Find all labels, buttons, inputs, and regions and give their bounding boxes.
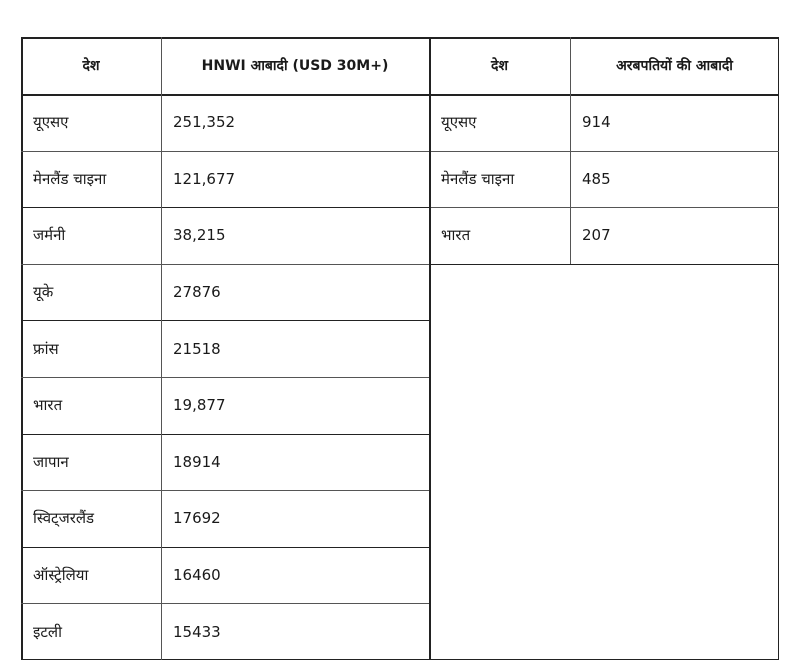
left-row-hnwi: 21518 bbox=[173, 339, 221, 358]
left-row-hnwi: 251,352 bbox=[173, 113, 236, 132]
left-row-hnwi: 18914 bbox=[173, 452, 221, 471]
right-row-country: यूएसए bbox=[441, 113, 477, 132]
left-row-country: यूएसए bbox=[33, 113, 69, 132]
table-border-top bbox=[21, 37, 779, 39]
left-row-hnwi: 16460 bbox=[173, 566, 221, 585]
left-row-hnwi: 19,877 bbox=[173, 396, 226, 415]
left-row-divider bbox=[21, 377, 429, 378]
table-border-left bbox=[21, 37, 23, 660]
left-row-hnwi: 15433 bbox=[173, 622, 221, 641]
left-row-hnwi: 121,677 bbox=[173, 169, 236, 188]
right-row-country: मेनलैंड चाइना bbox=[441, 169, 515, 188]
left-row-hnwi: 17692 bbox=[173, 509, 221, 528]
left-header-hnwi: HNWI आबादी (USD 30M+) bbox=[201, 58, 389, 74]
left-row-divider bbox=[21, 547, 429, 548]
left-col-divider bbox=[161, 37, 162, 660]
data-table bbox=[21, 37, 779, 660]
left-row-divider bbox=[21, 207, 429, 208]
left-row-country: यूके bbox=[33, 283, 54, 302]
right-row-billionaires: 207 bbox=[582, 226, 611, 245]
right-row-divider bbox=[429, 264, 779, 266]
left-row-hnwi: 27876 bbox=[173, 283, 221, 302]
table-split-divider bbox=[429, 37, 431, 660]
left-row-country: जर्मनी bbox=[33, 226, 66, 245]
left-row-divider bbox=[21, 603, 429, 604]
table-border-bottom bbox=[21, 659, 779, 661]
right-col-divider bbox=[570, 37, 571, 264]
left-row-divider bbox=[21, 264, 429, 265]
left-row-country: ऑस्ट्रेलिया bbox=[33, 566, 89, 585]
table-border-right bbox=[778, 37, 780, 660]
right-row-billionaires: 485 bbox=[582, 169, 611, 188]
left-row-country: जापान bbox=[33, 452, 69, 471]
header-divider bbox=[21, 94, 779, 96]
left-row-divider bbox=[21, 434, 429, 435]
right-header-billionaires: अरबपतियों की आबादी bbox=[616, 58, 733, 74]
left-header-country: देश bbox=[82, 58, 100, 74]
left-row-country: इटली bbox=[33, 622, 62, 641]
left-row-hnwi: 38,215 bbox=[173, 226, 226, 245]
left-row-divider bbox=[21, 320, 429, 321]
left-row-country: स्विट्जरलैंड bbox=[33, 509, 95, 528]
left-row-divider bbox=[21, 490, 429, 491]
right-row-billionaires: 914 bbox=[582, 113, 611, 132]
right-row-divider bbox=[429, 151, 779, 152]
left-row-country: भारत bbox=[33, 396, 63, 415]
left-row-divider bbox=[21, 151, 429, 152]
left-row-country: फ्रांस bbox=[33, 339, 59, 358]
right-header-country: देश bbox=[491, 58, 508, 74]
right-row-country: भारत bbox=[441, 226, 471, 245]
right-row-divider bbox=[429, 207, 779, 208]
left-row-country: मेनलैंड चाइना bbox=[33, 169, 107, 188]
